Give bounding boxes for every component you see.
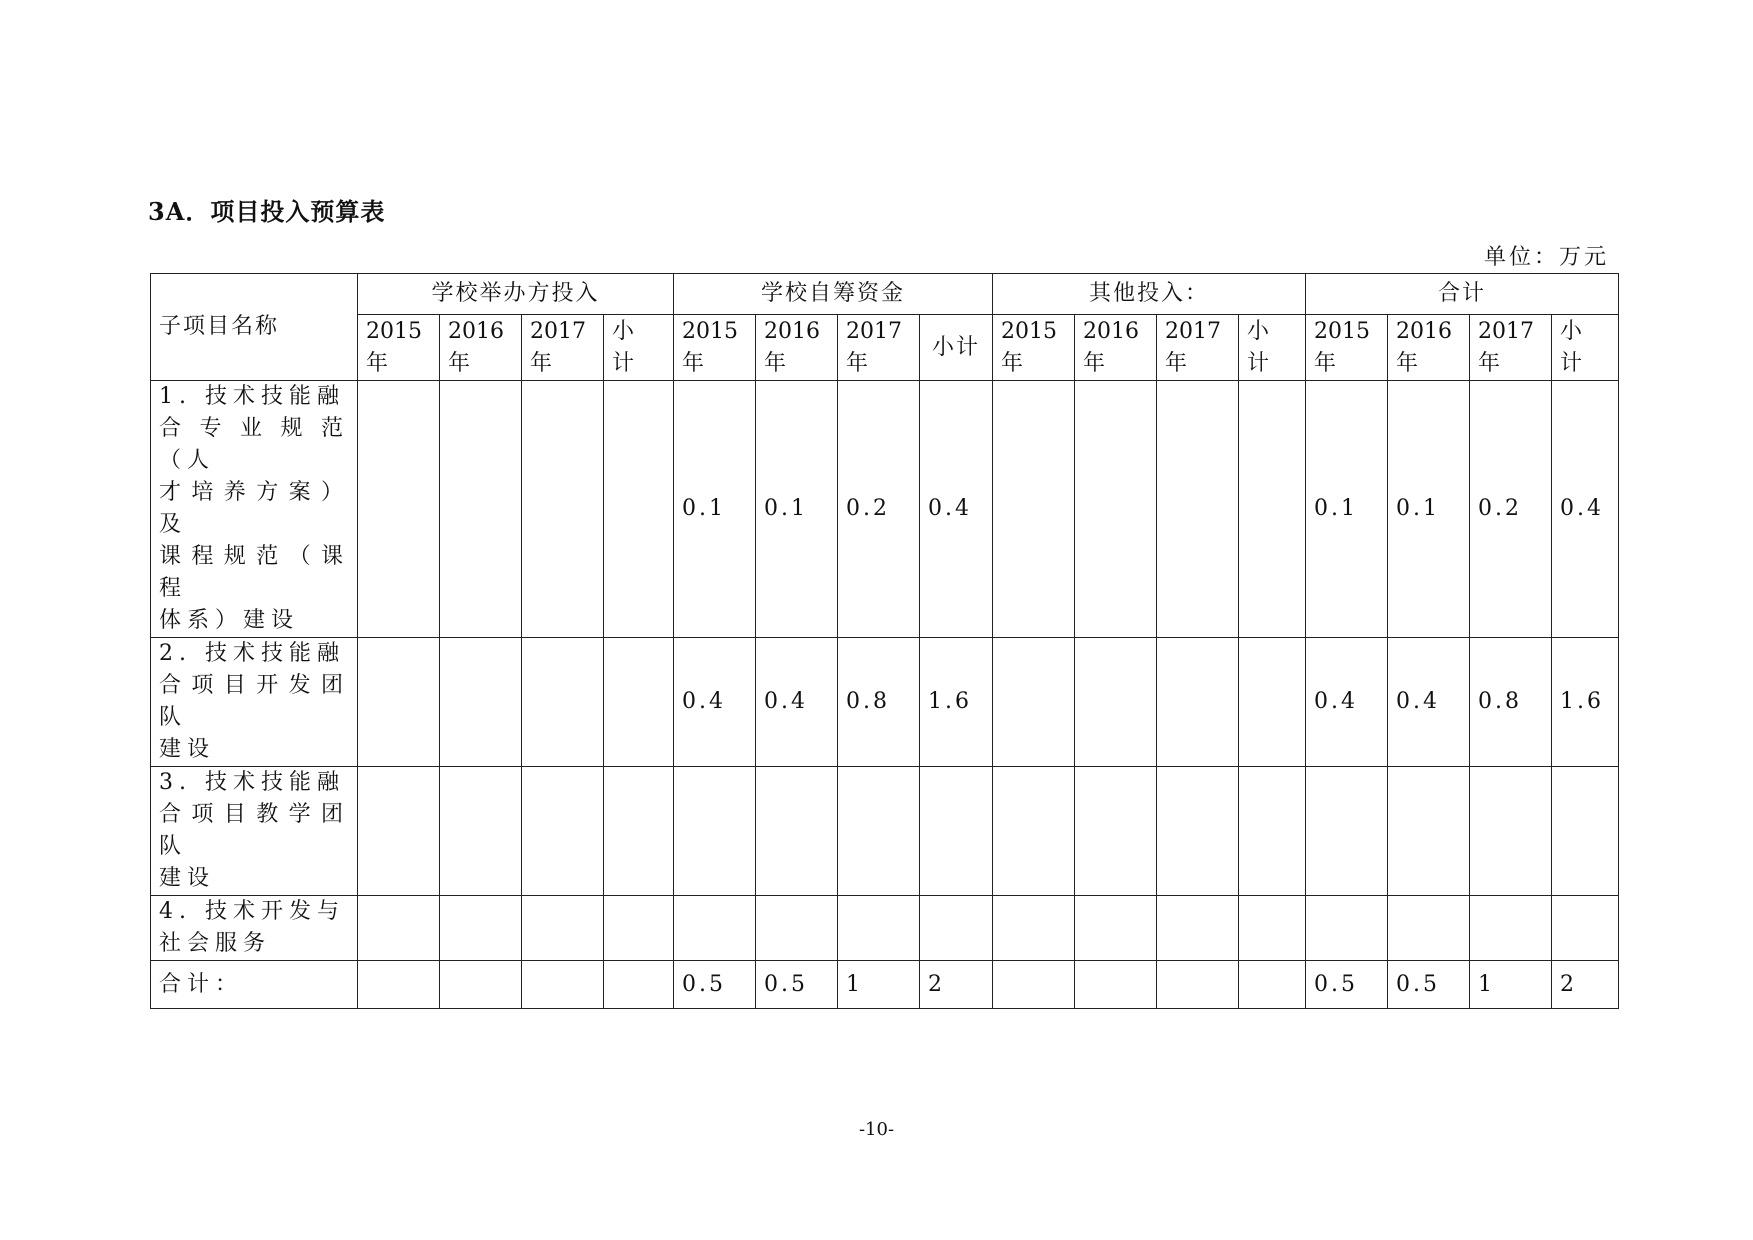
value-cell bbox=[1075, 896, 1157, 961]
value-cell bbox=[522, 638, 604, 767]
subproject-name-line: 合项目教学团队 bbox=[159, 802, 349, 859]
subheader-line: 2015 bbox=[366, 318, 422, 344]
value-cell: 2 bbox=[920, 961, 993, 1009]
subproject-name-line: 体系）建设 bbox=[159, 608, 300, 633]
document-title: 3A．项目投入预算表 bbox=[148, 197, 386, 226]
subheader-line: 计 bbox=[612, 350, 635, 376]
value-cell: 0.1 bbox=[1306, 381, 1388, 638]
value-cell bbox=[440, 381, 522, 638]
value-cell bbox=[358, 638, 440, 767]
value-cell bbox=[1239, 638, 1306, 767]
subproject-name-line: 3. 技术技能融 bbox=[159, 770, 345, 795]
value-cell bbox=[1552, 896, 1619, 961]
value-cell bbox=[993, 961, 1075, 1009]
subheader-line: 年 bbox=[366, 350, 389, 376]
subproject-name bbox=[151, 381, 358, 638]
subheader-line: 小 bbox=[612, 318, 635, 344]
budget-table bbox=[150, 273, 1619, 1009]
value-cell bbox=[358, 896, 440, 961]
year-subheader bbox=[993, 315, 1075, 381]
subproject-name-line: 合专业规范（人 bbox=[159, 416, 349, 473]
year-subheader bbox=[604, 315, 674, 381]
subheader-line: 年 bbox=[682, 350, 705, 376]
value-cell bbox=[1470, 767, 1552, 896]
value-cell bbox=[838, 896, 920, 961]
subheader-line: 2017 bbox=[1478, 318, 1535, 344]
value-cell bbox=[522, 767, 604, 896]
year-subheader bbox=[358, 315, 440, 381]
subheader-line: 年 bbox=[448, 350, 471, 376]
value-cell bbox=[604, 638, 674, 767]
value-cell: 1.6 bbox=[1552, 638, 1619, 767]
table-row bbox=[151, 638, 1619, 767]
value-cell bbox=[1239, 896, 1306, 961]
value-cell: 0.4 bbox=[756, 638, 838, 767]
subproject-name bbox=[151, 961, 358, 1009]
value-cell bbox=[1239, 381, 1306, 638]
subheader-line: 2016 bbox=[448, 318, 504, 344]
subproject-name-line: 建设 bbox=[159, 866, 216, 891]
value-cell bbox=[440, 896, 522, 961]
value-cell: 0.2 bbox=[838, 381, 920, 638]
subheader-line: 2016 bbox=[764, 318, 821, 344]
value-cell bbox=[1239, 961, 1306, 1009]
value-cell: 1.6 bbox=[920, 638, 993, 767]
subheader-line: 年 bbox=[530, 350, 553, 376]
subproject-name-line: 合计： bbox=[159, 971, 244, 997]
value-cell bbox=[838, 767, 920, 896]
table-row bbox=[151, 381, 1619, 638]
value-cell bbox=[604, 381, 674, 638]
subheader-line: 年 bbox=[1396, 350, 1419, 376]
value-cell: 0.8 bbox=[838, 638, 920, 767]
subproject-name bbox=[151, 767, 358, 896]
subheader-line: 年 bbox=[1314, 350, 1337, 376]
year-subheader bbox=[440, 315, 522, 381]
subheader-line: 年 bbox=[846, 350, 869, 376]
subheader-line: 小 bbox=[1560, 318, 1583, 344]
value-cell bbox=[1157, 638, 1239, 767]
page-number: -10- bbox=[858, 1119, 895, 1140]
value-cell bbox=[920, 767, 993, 896]
subproject-name bbox=[151, 896, 358, 961]
table-row bbox=[151, 896, 1619, 961]
subheader-line: 年 bbox=[1478, 350, 1501, 376]
subheader-line: 小 bbox=[1247, 318, 1270, 344]
value-cell: 0.4 bbox=[1306, 638, 1388, 767]
year-subheader bbox=[1388, 315, 1470, 381]
value-cell bbox=[993, 896, 1075, 961]
value-cell bbox=[604, 961, 674, 1009]
year-subheader bbox=[1306, 315, 1388, 381]
value-cell bbox=[1157, 767, 1239, 896]
value-cell bbox=[1552, 767, 1619, 896]
value-cell bbox=[756, 767, 838, 896]
year-subheader bbox=[756, 315, 838, 381]
value-cell bbox=[1306, 767, 1388, 896]
value-cell bbox=[358, 961, 440, 1009]
value-cell bbox=[1470, 896, 1552, 961]
group-header: 合计 bbox=[1306, 274, 1619, 315]
value-cell: 0.5 bbox=[756, 961, 838, 1009]
value-cell: 0.4 bbox=[1552, 381, 1619, 638]
year-subheader bbox=[1552, 315, 1619, 381]
value-cell: 0.4 bbox=[674, 638, 756, 767]
value-cell bbox=[358, 767, 440, 896]
value-cell: 0.5 bbox=[1388, 961, 1470, 1009]
subproject-name-line: 1. 技术技能融 bbox=[159, 384, 345, 409]
year-subheader bbox=[522, 315, 604, 381]
value-cell bbox=[1306, 896, 1388, 961]
subheader-row bbox=[151, 315, 1619, 381]
table-row bbox=[151, 767, 1619, 896]
group-header-row bbox=[151, 274, 1619, 315]
subheader-line: 2017 bbox=[846, 318, 903, 344]
group-header: 学校举办方投入 bbox=[358, 274, 674, 315]
subproject-name bbox=[151, 638, 358, 767]
subproject-name-line: 社会服务 bbox=[159, 931, 272, 956]
value-cell: 0.1 bbox=[756, 381, 838, 638]
subproject-name-line: 才培养方案）及 bbox=[159, 480, 349, 537]
subheader-line: 计 bbox=[1247, 350, 1270, 376]
value-cell bbox=[1075, 381, 1157, 638]
subproject-name-line: 建设 bbox=[159, 737, 216, 762]
value-cell bbox=[522, 896, 604, 961]
subheader-line: 2015 bbox=[682, 318, 739, 344]
subheader-line: 年 bbox=[764, 350, 787, 376]
year-subheader bbox=[838, 315, 920, 381]
value-cell: 0.5 bbox=[1306, 961, 1388, 1009]
subproject-name-line: 合项目开发团队 bbox=[159, 673, 349, 730]
value-cell: 0.4 bbox=[1388, 638, 1470, 767]
subheader-line: 2016 bbox=[1396, 318, 1453, 344]
subproject-name-line: 2. 技术技能融 bbox=[159, 641, 345, 666]
year-subheader bbox=[1239, 315, 1306, 381]
year-subheader bbox=[1470, 315, 1552, 381]
value-cell bbox=[604, 896, 674, 961]
value-cell: 0.1 bbox=[1388, 381, 1470, 638]
value-cell bbox=[1075, 767, 1157, 896]
value-cell bbox=[522, 961, 604, 1009]
value-cell bbox=[440, 638, 522, 767]
year-subheader bbox=[674, 315, 756, 381]
value-cell: 1 bbox=[1470, 961, 1552, 1009]
group-header: 学校自筹资金 bbox=[674, 274, 993, 315]
subheader-line: 年 bbox=[1001, 350, 1024, 376]
value-cell bbox=[674, 896, 756, 961]
value-cell bbox=[1157, 381, 1239, 638]
value-cell: 2 bbox=[1552, 961, 1619, 1009]
year-subheader bbox=[1075, 315, 1157, 381]
value-cell bbox=[993, 381, 1075, 638]
value-cell bbox=[993, 638, 1075, 767]
subproject-name-line: 4. 技术开发与 bbox=[159, 899, 345, 924]
subheader-line: 2017 bbox=[530, 318, 586, 344]
subheader-line: 计 bbox=[1560, 350, 1583, 376]
value-cell bbox=[1157, 896, 1239, 961]
value-cell: 0.2 bbox=[1470, 381, 1552, 638]
year-subheader bbox=[920, 315, 993, 381]
subheader-line: 2017 bbox=[1165, 318, 1222, 344]
value-cell bbox=[522, 381, 604, 638]
value-cell bbox=[1388, 767, 1470, 896]
value-cell bbox=[1075, 638, 1157, 767]
subheader-line: 2016 bbox=[1083, 318, 1140, 344]
value-cell: 1 bbox=[838, 961, 920, 1009]
subheader-line: 小计 bbox=[932, 334, 981, 360]
subheader-line: 年 bbox=[1165, 350, 1188, 376]
value-cell: 0.8 bbox=[1470, 638, 1552, 767]
value-cell: 0.5 bbox=[674, 961, 756, 1009]
subheader-line: 年 bbox=[1083, 350, 1106, 376]
value-cell bbox=[440, 961, 522, 1009]
value-cell bbox=[1157, 961, 1239, 1009]
value-cell bbox=[358, 381, 440, 638]
value-cell: 0.1 bbox=[674, 381, 756, 638]
group-header: 其他投入： bbox=[993, 274, 1306, 315]
value-cell bbox=[674, 767, 756, 896]
value-cell bbox=[993, 767, 1075, 896]
table-row bbox=[151, 961, 1619, 1009]
year-subheader bbox=[1157, 315, 1239, 381]
subproject-name-line: 课程规范（课程 bbox=[159, 544, 349, 601]
value-cell bbox=[756, 896, 838, 961]
name-column-header: 子项目名称 bbox=[151, 274, 358, 381]
subheader-line: 2015 bbox=[1001, 318, 1058, 344]
value-cell bbox=[440, 767, 522, 896]
value-cell bbox=[1388, 896, 1470, 961]
subheader-line: 2015 bbox=[1314, 318, 1371, 344]
value-cell: 0.4 bbox=[920, 381, 993, 638]
value-cell bbox=[1239, 767, 1306, 896]
value-cell bbox=[604, 767, 674, 896]
value-cell bbox=[920, 896, 993, 961]
value-cell bbox=[1075, 961, 1157, 1009]
unit-label: 单位：万元 bbox=[1483, 245, 1609, 270]
table-body bbox=[151, 381, 1619, 1009]
